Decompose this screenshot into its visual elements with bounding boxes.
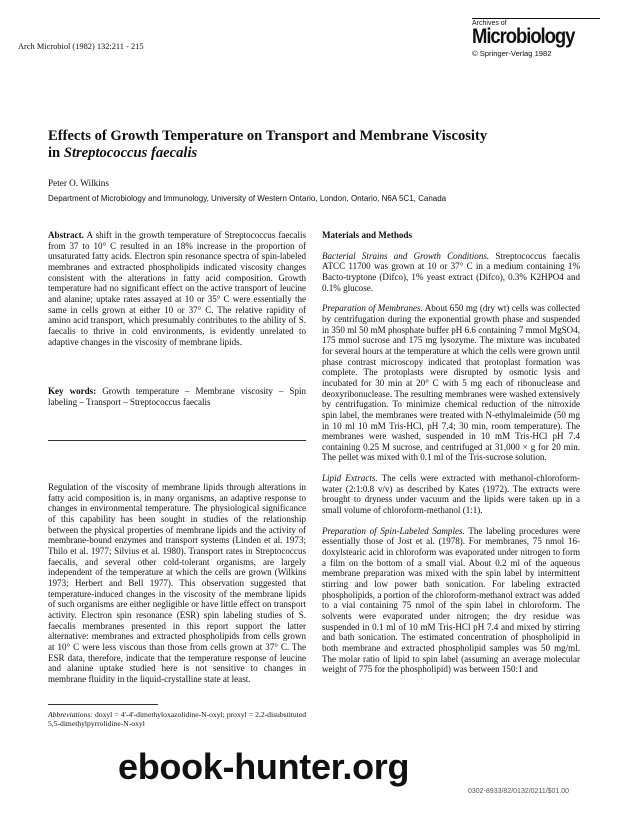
methods-heading: Materials and Methods bbox=[322, 230, 412, 240]
footnote-text: doxyl = 4'-4'-dimethyloxazolidine-N-oxyl; proxyl = 2,2-disubstituted 5,5-dimethylpyrrolidine-N-oxyl bbox=[48, 710, 306, 729]
keywords bbox=[48, 386, 306, 407]
title-line-2: in Streptococcus faecalis bbox=[48, 145, 198, 161]
journal-logo-title: Microbiology bbox=[472, 25, 575, 48]
abstract bbox=[48, 230, 306, 347]
footnote-rule bbox=[48, 704, 158, 705]
author: Peter O. Wilkins bbox=[48, 178, 109, 188]
abstract-text: A shift in the growth temperature of Streptococcus faecalis from 37 to 10° C resulted in an 18% increase in the proportion of unsaturated fatty acids. Electron spin resonance spectra of spin-labeled membranes and extracted phospholipids indicated viscosity changes consistent with the alterations in fatty acid composition. Growth temperature had no significant effect on the active transport of leucine and alanine; uptake rates assayed at 10 or 35° C were essentially the same in cells grown at either 10 or 37° C. The relative rapidity of amino acid transport, which presumably contributes to the ability of S. faecalis to thrive in cold environments, is evidently unrelated to adaptive changes in the viscosity of membrane lipids. bbox=[48, 230, 306, 347]
footnote bbox=[48, 710, 306, 729]
methods-p2: About 650 mg (dry wt) cells was collected by centrifugation during the exponential growth phase and suspended in 350 ml 50 mM phosphate buffer pH 6.6 containing 7 mmol MgSO4, 175 mmol sucrose and 175 mg lysozyme. The mixture was incubated for several hours at the temperature at which the cells were grown until phase contrast microscopy indicated that protoplast formation was complete. The protoplasts were disrupted by osmotic lysis and incubated for 30 min at 20° C with 5 mg each of ribonuclease and deoxyribonuclease. The resulting membranes were washed extensively by centrifugation. To minimize chemical reduction of the nitroxide spin label, the membranes were treated with N-ethylmaleimide (50 mg in 10 ml 10 mM Tris-HCl, pH 7.4; 30 min, room temperature). The membranes were washed, suspended in 10 mM Tris-HCl pH 7.4 containing 0.25 M sucrose, and centrifuged at 31,000 × g for 20 min. The pellet was mixed with 0.1 ml of the Tris-sucrose solution. bbox=[322, 303, 581, 463]
copyright: © Springer-Verlag 1982 bbox=[472, 49, 552, 58]
title-line-1: Effects of Growth Temperature on Transport and Membrane Viscosity bbox=[48, 128, 488, 144]
intro-text: Regulation of the viscosity of membrane lipids through alterations in fatty acid composition is, in many organisms, an adaptive response to changes in environmental temperature. The physiological significance of this capability has been sought in studies of the relationship between the physical properties of membrane lipids and the activity of membrane-bound enzymes and transport systems (Linden et al. 1973; Thilo et al. 1977; Silvius et al. 1980). Transport rates in Streptococcus faecalis, and several other cold-tolerant organisms, are largely independent of the temperature at which the cells are grown (Wilkins 1973; Herbert and Bell 1977). This observation suggested that temperature-induced changes in the viscosity of the membrane lipids of such organisms are either negligible or have little effect on transport activity. Electron spin resonance (ESR) spin labeling studies of S. faecalis membranes presented in this report support the latter alternative: membranes and extracted phospholipids from cells grown at 10° C were less viscous than those from cells grown at 37° C. The ESR data, therefore, indicate that the temperature response of leucine and alanine uptake studied here is not sensitive to changes in membrane fluidity in the liquid-crystalline state at least. bbox=[48, 482, 306, 684]
methods-p3-title: Lipid Extracts. bbox=[322, 473, 378, 484]
watermark: ebook-hunter.org bbox=[118, 746, 410, 787]
journal-citation: Arch Microbiol (1982) 132:211 - 215 bbox=[18, 42, 144, 51]
methods-p2-title: Preparation of Membranes. bbox=[322, 303, 423, 314]
article-title bbox=[48, 128, 568, 162]
materials-methods bbox=[322, 230, 580, 675]
journal-logo-subtitle: Archives of bbox=[472, 18, 600, 27]
affiliation: Department of Microbiology and Immunology, University of Western Ontario, London, Ontario, N6A 5C1, Canada bbox=[48, 194, 447, 203]
keywords-text: Growth temperature – Membrane viscosity – Spin labeling – Transport – Streptococcus faecalis bbox=[48, 386, 307, 407]
methods-p1-title: Bacterial Strains and Growth Conditions. bbox=[322, 250, 490, 261]
abstract-label: Abstract. bbox=[48, 230, 84, 240]
methods-p1: Streptococcus faecalis ATCC 11700 was grown at 10 or 37° C in a medium containing 1% Bacto-tryptone (Difco), 1% yeast extract (Difco), 0.3% K2HPO4 and 0.1% glucose. bbox=[322, 250, 580, 293]
introduction bbox=[48, 482, 306, 684]
title-species: Streptococcus faecalis bbox=[63, 145, 198, 161]
journal-logo bbox=[472, 18, 600, 58]
methods-p4: The labeling procedures were essentially those of Jost et al. (1978). For membranes, 75 nmol 16-doxylstearic acid in chloroform was evaporated under nitrogen to form a film on the bottom of a small vial. About 0.2 ml of the aqueous membrane preparation was mixed with the spin label by intermittent stirring and low power bath sonication. For labeling extracted phospholipids, a portion of the chloroform-methanol extract was added to a vial containing 75 nmol of the spin label in chloroform. The solvents were evaporated under nitrogen; the dry residue was suspended in 0.1 ml of 10 mM Tris-HCl pH 7.4 and mixed by stirring and bath sonication. The estimated concentration of phospholipid in both membrane and extracted phospholipid samples was 50 mg/ml. The molar ratio of lipid to spin label (assuming an average molecular weight of 775 for the phospholipid) was between 150:1 and bbox=[322, 525, 580, 675]
keywords-label: Key words: bbox=[48, 386, 97, 396]
footnote-label: Abbreviations: bbox=[48, 710, 93, 719]
methods-p3: The cells were extracted with methanol-chloroform-water (2:1:0.8 v/v) as described by Kates (1972). The extracts were brought to dryness under vacuum and the lipids were taken up in a small volume of chloroform-methanol (1:1). bbox=[322, 473, 580, 516]
methods-p4-title: Preparation of Spin-Labeled Samples. bbox=[322, 525, 465, 536]
section-divider bbox=[48, 440, 306, 441]
issn-fragment: 0302-8933/82/0132/0211/$01.00 bbox=[468, 788, 570, 795]
